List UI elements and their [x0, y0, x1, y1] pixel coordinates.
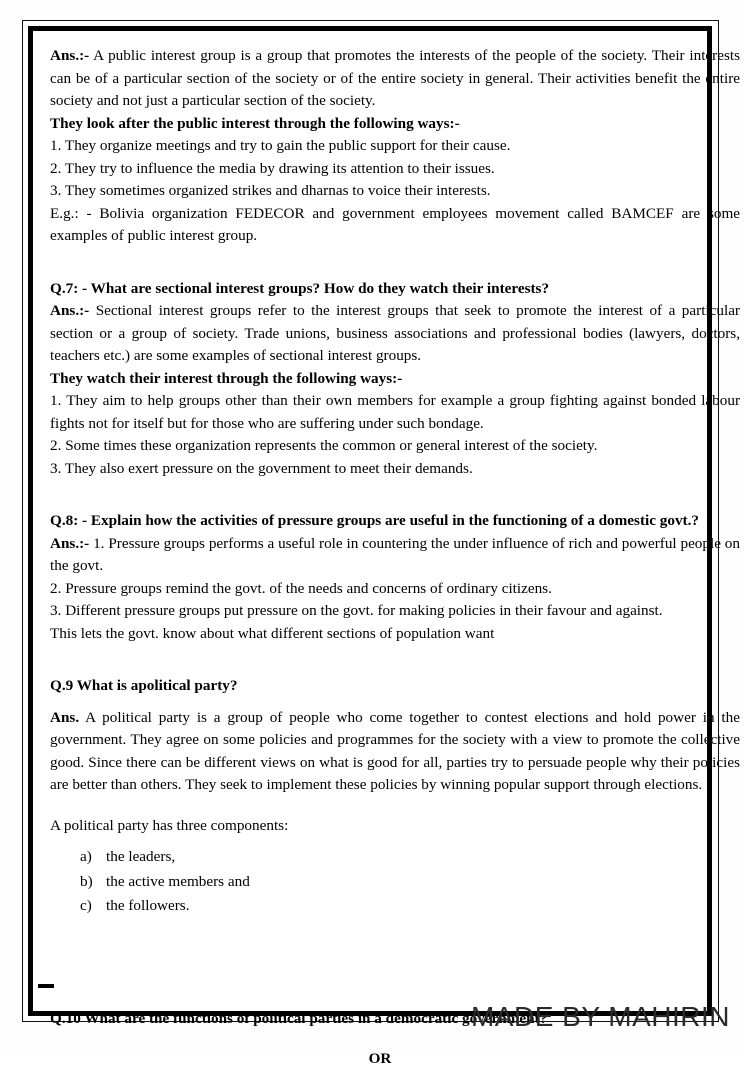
q7-ways-heading: They watch their interest through the following ways:- — [50, 369, 403, 387]
q9-answer-body: A political party is a group of people who come together to contest elections and hold power in the government. They agree on some policies and programmes for the society with a view to promote the collective good. Since there can be different views on what is good for all, parties try to persuade people why their policies are better than others. They seek to implement these policies by winning popular support through elections. — [50, 708, 740, 793]
q6-ways-heading: They look after the public interest through the following ways:- — [50, 114, 460, 132]
list-item — [50, 871, 740, 894]
spacer — [50, 797, 740, 815]
q8-point-3: 3. Different pressure groups put pressure on the govt. for making policies in their favour and against. — [50, 602, 663, 619]
q7-answer-body: Sectional interest groups refer to the interest groups that seek to promote the interest of a particular section or a group of society. Trade unions, business associations and professional bodies (lawyers, doctors, teachers etc.) are some examples of sectional interest groups. — [50, 302, 740, 364]
spacer — [50, 645, 740, 675]
spacer — [50, 698, 740, 707]
q6-point-2: 2. They try to influence the media by drawing its attention to their issues. — [50, 159, 495, 177]
q6-example: E.g.: - Bolivia organization FEDECOR and government employees movement called BAMCEF are some examples of public interest group. — [50, 204, 740, 244]
q8-answer-first-point: 1. Pressure groups performs a useful role in countering the under influence of rich and powerful people on the govt. — [50, 534, 740, 574]
q8-point-2: 2. Pressure groups remind the govt. of the needs and concerns of ordinary citizens. — [50, 579, 552, 597]
q8-answer-label: Ans.:- — [50, 534, 90, 552]
q8-answer-paragraph — [50, 533, 740, 578]
watermark — [0, 1001, 744, 1052]
list-item — [50, 846, 740, 869]
list-item-label: the followers. — [106, 897, 190, 914]
list-item-label: the active members and — [106, 872, 250, 890]
q7-answer-label: Ans.:- — [50, 302, 90, 319]
spacer — [50, 480, 740, 510]
document-text-column — [50, 45, 740, 1071]
q6-answer-body: A public interest group is a group that promotes the interests of the people of the society. Their interests can be of a particular section of the society or of the entire society in general. Their activities benefit the entire society and not just a particular section of the society. — [50, 47, 740, 109]
q9-heading: Q.9 What is apolitical party? — [50, 677, 238, 694]
q8-closing: This lets the govt. know about what different sections of population want — [50, 624, 495, 642]
q7-heading: Q.7: - What are sectional interest groups? How do they watch their interests? — [50, 279, 550, 297]
spacer — [50, 837, 740, 846]
q9-components-intro: A political party has three components: — [50, 816, 289, 834]
q6-answer-paragraph — [50, 45, 740, 113]
watermark-text: MADE BY MAHIRIN — [470, 1001, 730, 1032]
q6-answer-label: Ans.:- — [50, 47, 90, 64]
list-marker: a) — [80, 848, 92, 865]
list-marker: b) — [80, 872, 93, 890]
q9-answer-paragraph — [50, 707, 740, 797]
list-item-label: the leaders, — [106, 848, 176, 865]
q6-point-1: 1. They organize meetings and try to gain the public support for their cause. — [50, 137, 511, 154]
q7-point-1: 1. They aim to help groups other than their own members for example a group fighting against bonded labour fights not for itself but for those who are suffering under such bondage. — [50, 392, 740, 432]
q10-or-label: OR — [368, 1050, 392, 1067]
q7-point-3: 3. They also exert pressure on the government to meet their demands. — [50, 459, 473, 477]
list-marker: c) — [80, 897, 92, 914]
q10-heading: Q.10 What are the functions of political parties in a democratic government? — [50, 1009, 548, 1027]
q7-point-2: 2. Some times these organization represents the common or general interest of the society. — [50, 437, 598, 454]
q8-heading: Q.8: - Explain how the activities of pressure groups are useful in the functioning of a domestic govt.? — [50, 512, 699, 529]
spacer — [50, 248, 740, 278]
q9-components-list — [50, 846, 740, 918]
list-item — [50, 895, 740, 918]
q6-point-3: 3. They sometimes organized strikes and dharnas to voice their interests. — [50, 182, 491, 199]
q7-answer-paragraph — [50, 300, 740, 368]
q9-answer-label: Ans. — [50, 708, 80, 726]
spacer — [50, 920, 740, 978]
